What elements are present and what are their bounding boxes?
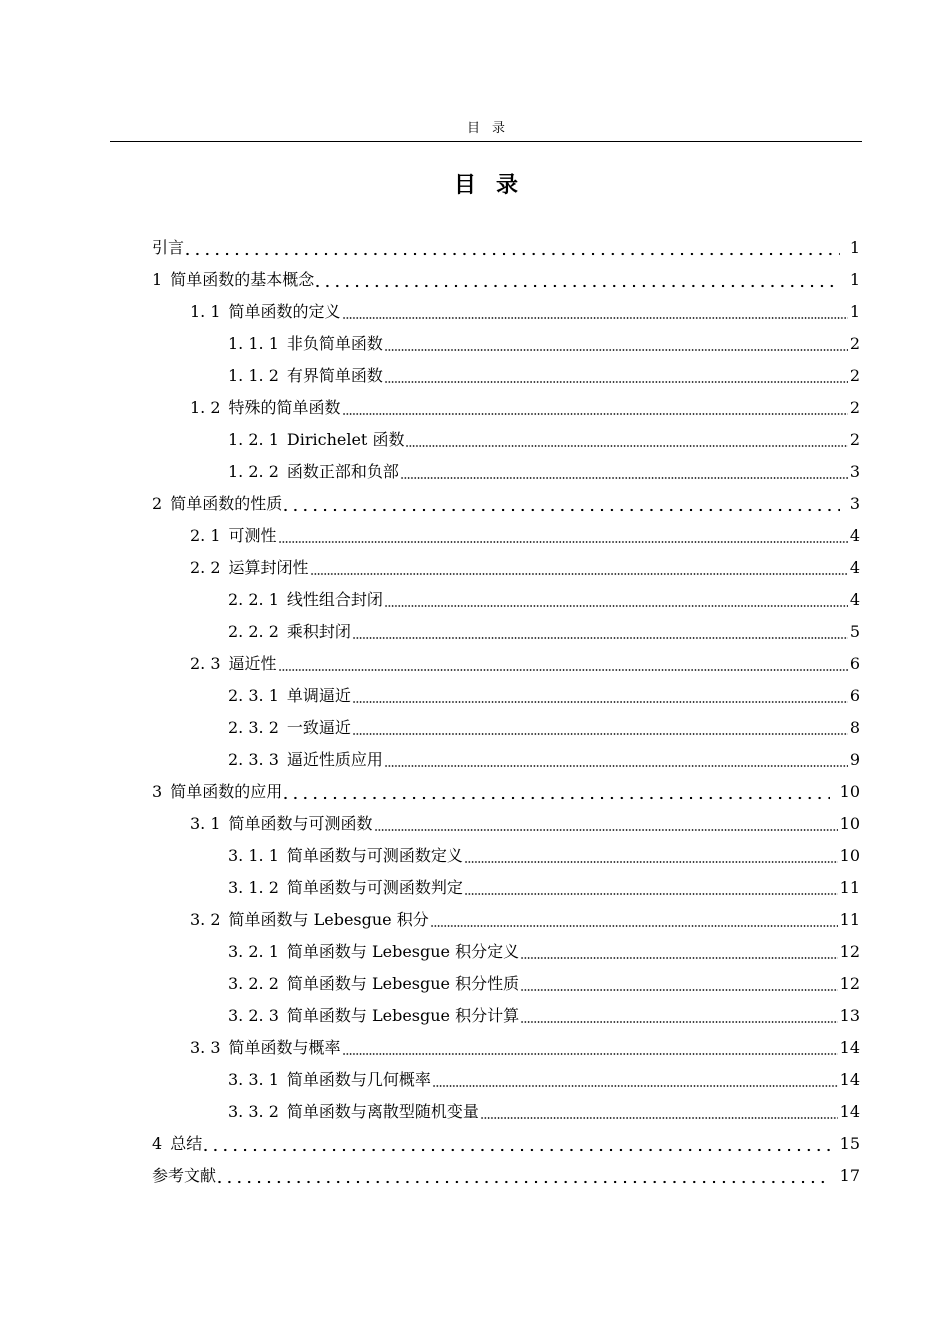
toc-entry-page: 12	[839, 942, 860, 961]
dot-leader	[353, 718, 848, 738]
toc-entry-2-3[interactable]	[0, 648, 860, 680]
toc-entry-number: 1. 2. 1	[228, 430, 279, 449]
toc-entry-number: 3. 3. 2	[228, 1102, 279, 1121]
toc-entry-2-3-3[interactable]	[0, 744, 860, 776]
dot-leader	[385, 750, 848, 770]
toc-entry-page: 4	[849, 558, 860, 577]
toc-entry-2-2-2[interactable]	[0, 616, 860, 648]
toc-entry-title: 简单函数的性质	[170, 494, 283, 513]
toc-entry-page: 5	[849, 622, 860, 641]
dot-leader	[186, 238, 840, 258]
toc-entry-page: 17	[839, 1166, 860, 1185]
dot-leader	[481, 1102, 838, 1122]
toc-entry-title: 引言	[152, 238, 185, 257]
toc-entry-number: 2. 2. 1	[228, 590, 279, 609]
dot-leader	[385, 366, 848, 386]
toc-entry-title: 简单函数与离散型随机变量	[286, 1102, 479, 1121]
toc-entry-title: 简单函数的定义	[228, 302, 341, 321]
toc-entry-number: 2. 3	[190, 654, 221, 673]
toc-entry-2[interactable]	[0, 488, 860, 520]
toc-entry-page: 11	[839, 910, 860, 929]
toc-entry-number: 2. 2	[190, 558, 221, 577]
toc-entry-title: 参考文献	[152, 1166, 217, 1185]
toc-entry-page: 2	[849, 430, 860, 449]
toc-entry-number: 2. 3. 3	[228, 750, 279, 769]
toc-entry-title: 简单函数与可测函数判定	[286, 878, 463, 897]
toc-entry-number: 3	[152, 782, 163, 801]
toc-entry-title: 一致逼近	[286, 718, 351, 737]
toc-entry-page: 2	[849, 398, 860, 417]
toc-entry-title: 线性组合封闭	[286, 590, 383, 609]
toc-entry-title: 单调逼近	[286, 686, 351, 705]
toc-entry-number: 2. 3. 1	[228, 686, 279, 705]
toc-entry-title: 简单函数与概率	[228, 1038, 341, 1057]
toc-entry-title: 可测性	[228, 526, 277, 545]
toc-entry-page: 13	[839, 1006, 860, 1025]
toc-entry-3-2-2[interactable]	[0, 968, 860, 1000]
toc-entry-number: 1. 2	[190, 398, 221, 417]
dot-leader	[353, 686, 848, 706]
toc-entry-2-1[interactable]	[0, 520, 860, 552]
toc-entry-title: 简单函数与 Lebesgue 积分	[228, 910, 429, 929]
toc-entry-page: 2	[849, 366, 860, 385]
toc-entry-title: 特殊的简单函数	[228, 398, 341, 417]
toc-entry-title: 简单函数与 Lebesgue 积分计算	[286, 1006, 520, 1025]
toc-entry-1[interactable]	[0, 264, 860, 296]
dot-leader	[343, 302, 848, 322]
toc-entry-1-2-2[interactable]	[0, 456, 860, 488]
toc-entry-number: 3. 2. 3	[228, 1006, 279, 1025]
toc-entry-page: 10	[839, 846, 860, 865]
dot-leader	[433, 1070, 838, 1090]
dot-leader	[343, 1038, 838, 1058]
toc-entry-2-2[interactable]	[0, 552, 860, 584]
toc-entry-title: 简单函数与 Lebesgue 积分定义	[286, 942, 520, 961]
toc-entry-page: 1	[849, 270, 860, 289]
toc-entry-3-2[interactable]	[0, 904, 860, 936]
toc-entry-page: 1	[849, 302, 860, 321]
dot-leader	[385, 590, 848, 610]
toc-entry-page: 6	[849, 686, 860, 705]
toc-entry-page: 10	[839, 814, 860, 833]
dot-leader	[465, 846, 838, 866]
dot-leader	[385, 334, 848, 354]
toc-entry-number: 3. 1. 1	[228, 846, 279, 865]
dot-leader	[279, 654, 848, 674]
toc-entry-title: 简单函数的基本概念	[170, 270, 315, 289]
toc-entry-title: 简单函数与可测函数	[228, 814, 373, 833]
dot-leader	[279, 526, 848, 546]
toc-entry-number: 2	[152, 494, 163, 513]
toc-title: 目录	[453, 173, 538, 198]
toc-entry-page: 12	[839, 974, 860, 993]
dot-leader	[406, 430, 847, 450]
toc-entry-page: 6	[849, 654, 860, 673]
toc-entry-title: 总结	[170, 1134, 203, 1153]
toc-entry-1-1-2[interactable]	[0, 360, 860, 392]
toc-entry-3-3[interactable]	[0, 1032, 860, 1064]
toc-entry-3[interactable]	[0, 776, 860, 808]
toc-entry-2-2-1[interactable]	[0, 584, 860, 616]
dot-leader	[431, 910, 838, 930]
header-rule	[110, 141, 862, 142]
toc-entry-3-2-1[interactable]	[0, 936, 860, 968]
toc-entry-title: 简单函数的应用	[170, 782, 283, 801]
toc-entry-title: Dirichelet 函数	[286, 430, 405, 449]
toc-entry-1-1-1[interactable]	[0, 328, 860, 360]
dot-leader	[353, 622, 848, 642]
toc-entry-page: 8	[849, 718, 860, 737]
toc-entry-number: 1	[152, 270, 163, 289]
toc-entry-1-2[interactable]	[0, 392, 860, 424]
dot-leader	[521, 942, 838, 962]
toc-entry-title: 简单函数与几何概率	[286, 1070, 431, 1089]
toc-entry-3-1[interactable]	[0, 808, 860, 840]
toc-entry-number: 1. 1. 1	[228, 334, 279, 353]
dot-leader	[218, 1166, 830, 1186]
toc-entry-4[interactable]	[0, 1128, 860, 1160]
toc-entry-number: 3. 3. 1	[228, 1070, 279, 1089]
toc-entry-number: 3. 1	[190, 814, 221, 833]
toc-entry-3-3-1[interactable]	[0, 1064, 860, 1096]
toc-entry-number: 1. 1	[190, 302, 221, 321]
toc-entry-3-1-2[interactable]	[0, 872, 860, 904]
toc-entry-title: 函数正部和负部	[286, 462, 399, 481]
toc-entry-page: 4	[849, 526, 860, 545]
toc-entry-page: 14	[839, 1070, 860, 1089]
toc-entry-title: 运算封闭性	[228, 558, 309, 577]
toc-entry-number: 4	[152, 1134, 163, 1153]
dot-leader	[401, 462, 848, 482]
dot-leader	[284, 494, 840, 514]
toc-entry-1-2-1[interactable]	[0, 424, 860, 456]
toc-entry-page: 4	[849, 590, 860, 609]
toc-entry-number: 3. 2. 2	[228, 974, 279, 993]
toc-entry-3-1-1[interactable]	[0, 840, 860, 872]
toc-entry-page: 14	[839, 1038, 860, 1057]
toc-entry-3-3-2[interactable]	[0, 1096, 860, 1128]
toc-entry-1-1[interactable]	[0, 296, 860, 328]
toc-entry-page: 2	[849, 334, 860, 353]
toc-entry-number: 3. 2. 1	[228, 942, 279, 961]
dot-leader	[204, 1134, 829, 1154]
dot-leader	[521, 974, 838, 994]
dot-leader	[521, 1006, 838, 1026]
dot-leader	[311, 558, 848, 578]
toc-entry-page: 3	[849, 462, 860, 481]
toc-entry-number: 2. 1	[190, 526, 221, 545]
dot-leader	[375, 814, 838, 834]
toc-entry-intro[interactable]	[0, 232, 860, 264]
dot-leader	[343, 398, 848, 418]
toc-entry-number: 3. 2	[190, 910, 221, 929]
toc-entry-number: 2. 3. 2	[228, 718, 279, 737]
dot-leader	[284, 782, 829, 802]
toc-entry-number: 2. 2. 2	[228, 622, 279, 641]
toc-entry-page: 15	[839, 1134, 860, 1153]
toc-entry-number: 1. 2. 2	[228, 462, 279, 481]
toc-entry-number: 3. 3	[190, 1038, 221, 1057]
toc-entry-title: 有界简单函数	[286, 366, 383, 385]
toc-entry-page: 10	[839, 782, 860, 801]
toc-entry-title: 逼近性	[228, 654, 277, 673]
toc-entry-references[interactable]	[0, 1160, 860, 1192]
toc-entry-page: 3	[849, 494, 860, 513]
toc-entry-page: 11	[839, 878, 860, 897]
toc-entry-2-3-1[interactable]	[0, 680, 860, 712]
running-header: 目录	[466, 121, 517, 136]
dot-leader	[465, 878, 838, 898]
toc-entry-title: 逼近性质应用	[286, 750, 383, 769]
toc-entry-3-2-3[interactable]	[0, 1000, 860, 1032]
toc-entry-page: 1	[849, 238, 860, 257]
toc-entry-title: 简单函数与可测函数定义	[286, 846, 463, 865]
toc-entry-title: 乘积封闭	[286, 622, 351, 641]
toc-entry-page: 9	[849, 750, 860, 769]
toc-entry-2-3-2[interactable]	[0, 712, 860, 744]
toc-entry-title: 非负简单函数	[286, 334, 383, 353]
toc-entry-page: 14	[839, 1102, 860, 1121]
toc-entry-title: 简单函数与 Lebesgue 积分性质	[286, 974, 520, 993]
dot-leader	[316, 270, 840, 290]
toc-entry-number: 1. 1. 2	[228, 366, 279, 385]
toc-entry-number: 3. 1. 2	[228, 878, 279, 897]
